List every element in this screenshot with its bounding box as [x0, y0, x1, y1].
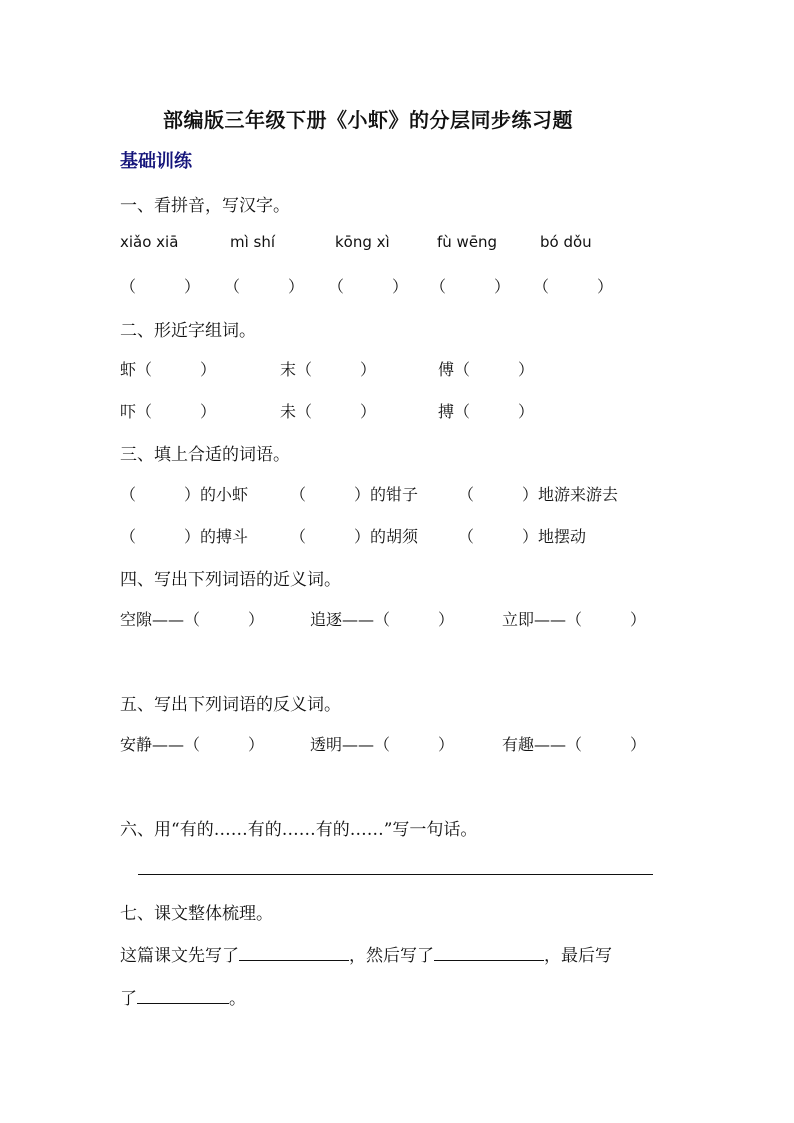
synonym-item[interactable]: 立即——（ ）: [502, 610, 647, 629]
summary-text: 了: [120, 989, 137, 1009]
phrase-item[interactable]: （ ）的搏斗: [120, 527, 249, 546]
word-item[interactable]: 搏（ ）: [438, 402, 535, 421]
answer-blank[interactable]: （ ）: [430, 277, 511, 296]
summary-text: 这篇课文先写了: [120, 946, 239, 966]
pinyin-5: bó dǒu: [540, 233, 592, 251]
question-4-heading: 四、写出下列词语的近义词。: [120, 570, 341, 590]
summary-text: 。: [229, 989, 246, 1009]
answer-blank[interactable]: （ ）: [328, 277, 409, 296]
word-item[interactable]: 末（ ）: [280, 360, 377, 379]
pinyin-1: xiǎo xiā: [120, 233, 179, 251]
synonym-item[interactable]: 空隙——（ ）: [120, 610, 265, 629]
question-1-heading: 一、看拼音，写汉字。: [120, 196, 290, 216]
word-item[interactable]: 虾（ ）: [120, 360, 217, 379]
phrase-item[interactable]: （ ）的胡须: [290, 527, 419, 546]
phrase-item[interactable]: （ ）地摆动: [458, 527, 587, 546]
answer-blank[interactable]: （ ）: [533, 277, 614, 296]
pinyin-2: mì shí: [230, 233, 276, 251]
phrase-item[interactable]: （ ）的小虾: [120, 485, 249, 504]
phrase-item[interactable]: （ ）地游来游去: [458, 485, 619, 504]
pinyin-3: kōng xì: [335, 233, 390, 251]
question-6-heading: 六、用“有的……有的……有的……”写一句话。: [120, 820, 478, 840]
synonym-item[interactable]: 追逐——（ ）: [310, 610, 455, 629]
question-7-heading: 七、课文整体梳理。: [120, 904, 273, 924]
summary-line-1: [120, 941, 612, 966]
fill-blank[interactable]: [137, 987, 229, 1004]
fill-blank[interactable]: [434, 944, 544, 961]
word-item[interactable]: 傅（ ）: [438, 360, 535, 379]
summary-text: ，最后写: [544, 946, 612, 966]
answer-line[interactable]: [138, 874, 653, 875]
antonym-item[interactable]: 有趣——（ ）: [502, 735, 647, 754]
antonym-item[interactable]: 安静——（ ）: [120, 735, 265, 754]
page-title: 部编版三年级下册《小虾》的分层同步练习题: [163, 108, 573, 132]
question-3-heading: 三、填上合适的词语。: [120, 445, 290, 465]
question-5-heading: 五、写出下列词语的反义词。: [120, 695, 341, 715]
fill-blank[interactable]: [239, 944, 349, 961]
answer-blank[interactable]: （ ）: [120, 277, 201, 296]
phrase-item[interactable]: （ ）的钳子: [290, 485, 419, 504]
section-heading: 基础训练: [120, 151, 192, 172]
pinyin-4: fù wēng: [437, 233, 498, 251]
antonym-item[interactable]: 透明——（ ）: [310, 735, 455, 754]
summary-line-2: [120, 984, 246, 1009]
answer-blank[interactable]: （ ）: [224, 277, 305, 296]
word-item[interactable]: 未（ ）: [280, 402, 377, 421]
summary-text: ，然后写了: [349, 946, 434, 966]
question-2-heading: 二、形近字组词。: [120, 321, 256, 341]
word-item[interactable]: 吓（ ）: [120, 402, 217, 421]
